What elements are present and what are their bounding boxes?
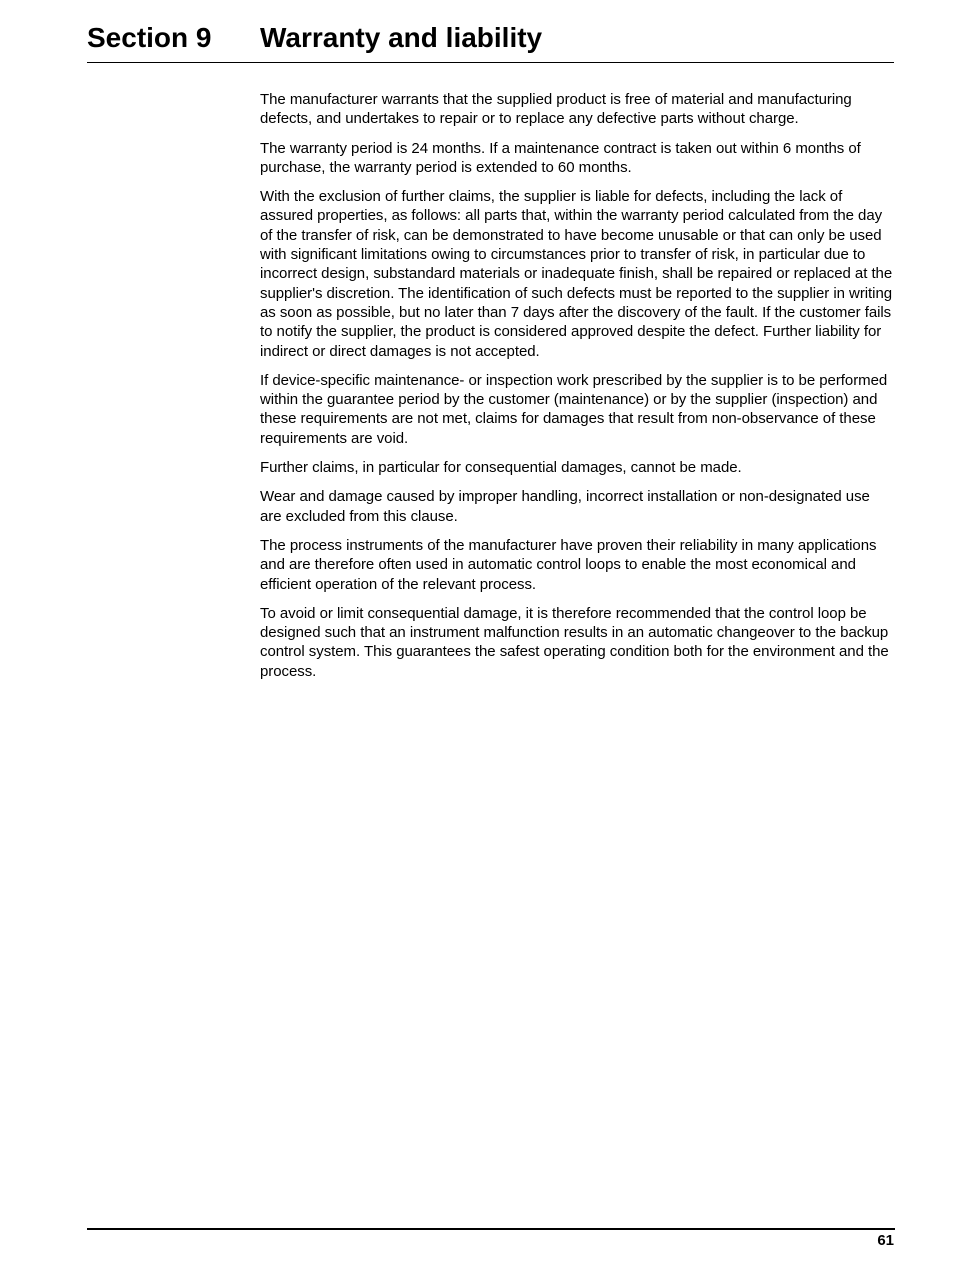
paragraph-warranty-scope: The manufacturer warrants that the supplied product is free of material and manufacturing defects, and undertakes to repair or to replace any defective parts without charge. — [260, 91, 852, 128]
paragraph-liability-defects: With the exclusion of further claims, the supplier is liable for defects, including the lack of assured properties, as follows: all parts that, within the warranty period calculated from the day of the transfer of risk, can be demonstrated to have become unusable or that can only be used with significant limitations owing to circumstances prior to transfer of risk, in particular due to incorrect design, substandard materials or inadequate finish, shall be repaired or replaced at the supplier's discretion. The identification of such defects must be reported to the supplier in writing as soon as possible, but no later than 7 days after the discovery of the fault. If the customer fails to notify the supplier, the product is considered approved despite the defect. Further liability for indirect or direct damages is not accepted. — [260, 188, 893, 360]
paragraph-maintenance-inspection: If device-specific maintenance- or inspection work prescribed by the supplier is to be performed within the guarantee period by the customer (maintenance) or by the supplier (inspection) and these requirements are not met, claims for damages that result from non-observance of these requirements are void. — [260, 371, 888, 447]
paragraph-warranty-period: The warranty period is 24 months. If a maintenance contract is taken out within 6 months of purchase, the warranty period is extended to 60 months. — [260, 139, 861, 176]
body-text — [260, 90, 894, 691]
page-number: 61 — [877, 1232, 894, 1249]
paragraph-wear-damage: Wear and damage caused by improper handling, incorrect installation or non-designated use are excluded from this clause. — [260, 488, 870, 525]
paragraph-further-claims: Further claims, in particular for consequential damages, cannot be made. — [260, 459, 742, 477]
paragraph-process-instruments: The process instruments of the manufacturer have proven their reliability in many applications and are therefore often used in automatic control loops to enable the most economical and efficient operation of the relevant process. — [260, 536, 877, 593]
section-title: Warranty and liability — [260, 22, 543, 53]
footer-divider — [87, 1228, 895, 1230]
paragraph-control-loop: To avoid or limit consequential damage, it is therefore recommended that the control loop be designed such that an instrument malfunction results in an automatic changeover to the backup control system. This guarantees the safest operating condition both for the environment and the process. — [260, 604, 889, 680]
section-header — [87, 20, 894, 63]
section-number: Section 9 — [87, 22, 212, 53]
